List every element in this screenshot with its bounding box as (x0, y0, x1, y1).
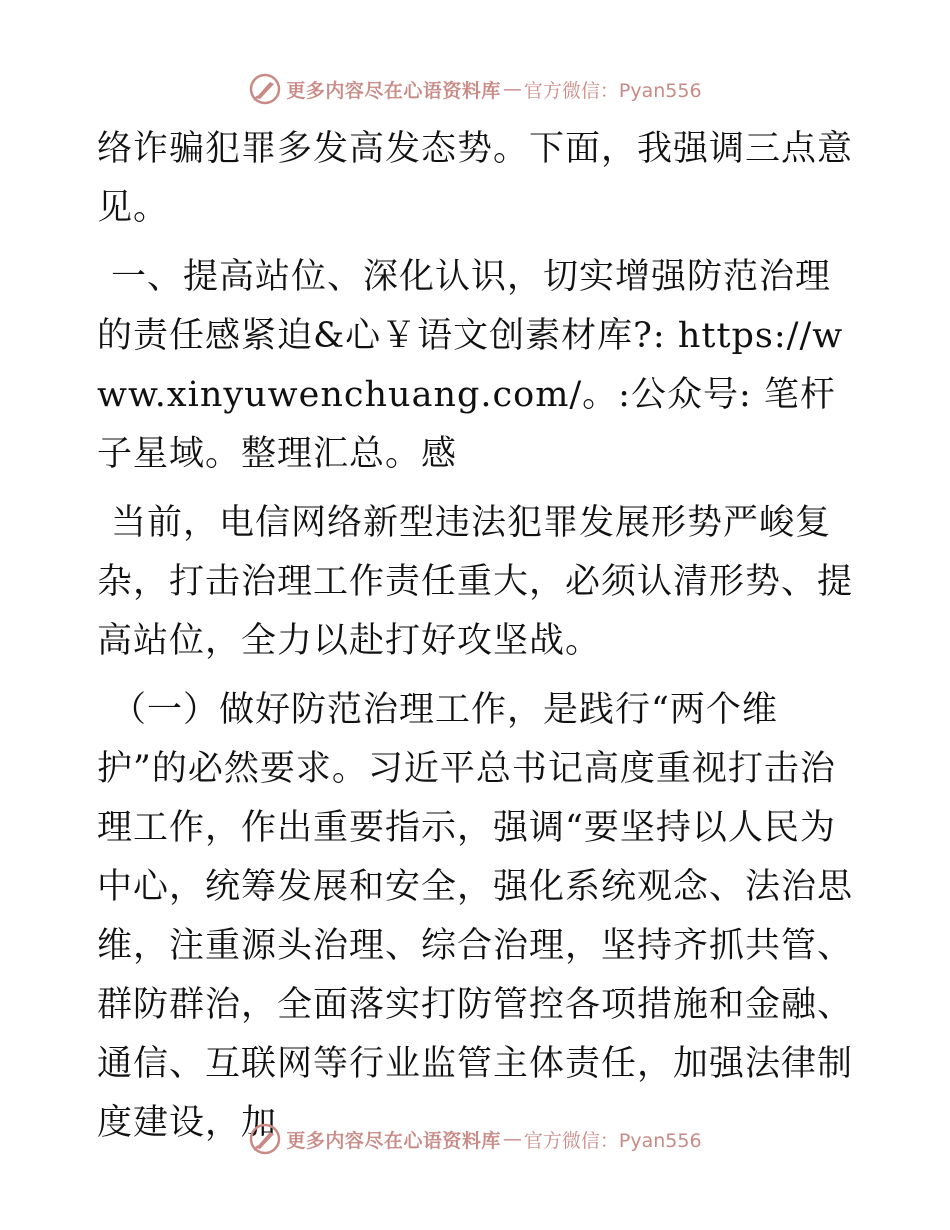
quill-pen-circle-icon (248, 72, 282, 106)
paragraph-2: 当前，电信网络新型违法犯罪发展形势严峻复杂，打击治理工作责任重大，必须认清形势、提高站位，全力以赴打好攻坚战。 (97, 503, 854, 661)
watermark-contact: 官方微信：Pyan556 (523, 79, 702, 102)
header-watermark (0, 72, 950, 106)
quill-pen-circle-icon (248, 1122, 282, 1156)
watermark-site: 更多内容尽在心语资料库 (286, 79, 501, 102)
watermark-contact: 官方微信：Pyan556 (523, 1129, 702, 1152)
watermark-site: 更多内容尽在心语资料库 (286, 1129, 501, 1152)
watermark-separator: — (502, 78, 522, 100)
paragraph-1: 络诈骗犯罪多发高发态势。下面，我强调三点意见。 (97, 129, 854, 228)
paragraph-3: （一）做好防范治理工作，是践行“两个维护”的必然要求。习近平总书记高度重视打击治理工作，作出重要指示，强调“要坚持以人民为中心，统筹发展和安全，强化系统观念、法治思维，注重源头治理、综合治理，坚持齐抓共管、群防群治，全面落实打防管控各项措施和金融、通信、互联网等行业监管主体责任，加强法律制度建设，加 (97, 690, 854, 1143)
document-body (97, 120, 857, 1163)
watermark-separator: — (502, 1128, 522, 1150)
section-heading-1: 一、提高站位、深化认识，切实增强防范治理的责任感紧迫&心￥语文创素材库?: https://www.xinyuwenchuang.com/。:公众号: 笔杆子星域。整理汇总。感 (97, 257, 844, 474)
footer-watermark (0, 1122, 950, 1156)
